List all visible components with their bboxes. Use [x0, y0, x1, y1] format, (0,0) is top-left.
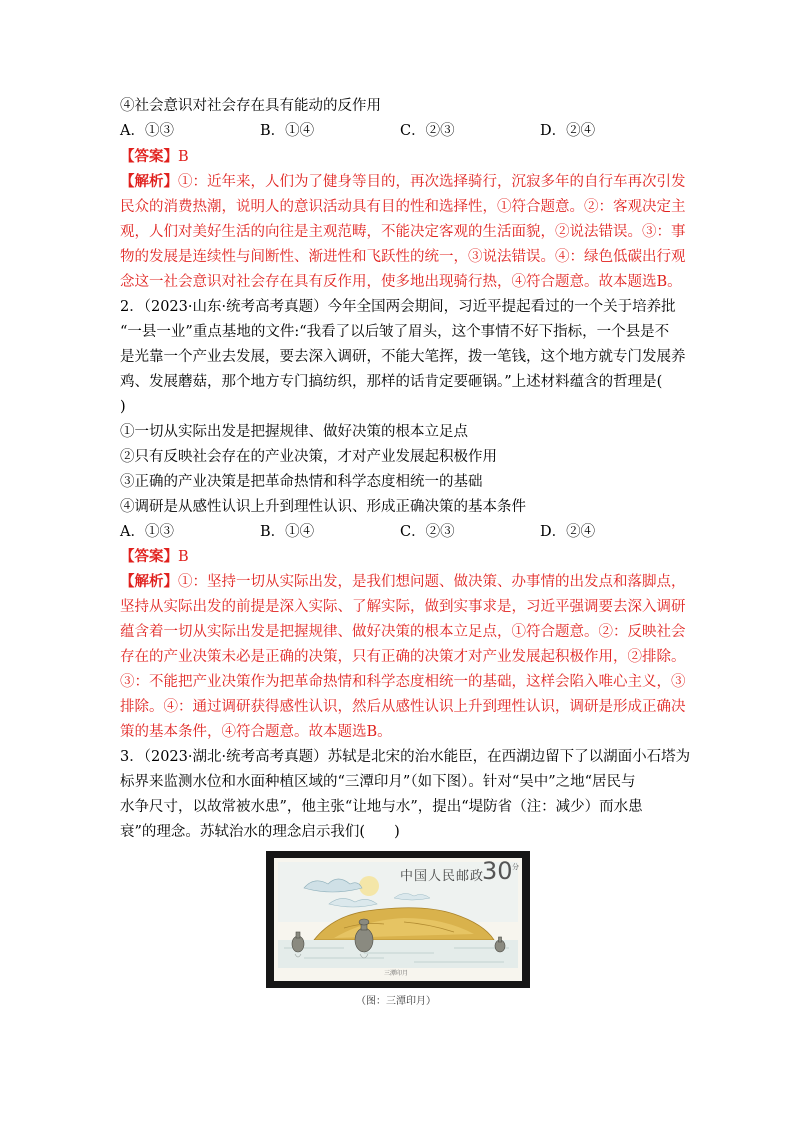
q1-statement-4: ④社会意识对社会存在具有能动的反作用 [120, 98, 381, 114]
q2-answer [120, 547, 189, 567]
figure-caption: （图：三潭印月） [356, 996, 436, 1007]
q3-stem-line: 3．（2023·湖北·统考高考真题）苏轼是北宋的治水能臣，在西湖边留下了以湖面小石塔为 [120, 749, 691, 765]
q2-statement-4: ④调研是从感性认识上升到理性认识、形成正确决策的基本条件 [120, 499, 526, 515]
answer-value: B [178, 149, 189, 165]
stamp-name: 三潭印月 [384, 970, 409, 977]
q2-analysis-line: 策的基本条件，④符合题意。故本题选B。 [120, 724, 392, 740]
q1-option-d: D．②④ [540, 123, 596, 139]
q2-statement-1: ①一切从实际出发是把握规律、做好决策的根本立足点 [120, 424, 468, 440]
q1-analysis-line: 念这一社会意识对社会存在具有反作用，使多地出现骑行热，④符合题意。故本题选B。 [120, 274, 682, 290]
q2-option-b: B．①④ [260, 524, 315, 540]
q2-statement-2: ②只有反映社会存在的产业决策，才对产业发展起积极作用 [120, 449, 497, 465]
q1-analysis-line: 观，人们对美好生活的向往是主观范畴，不能决定客观的生活面貌，②说法错误。③：事 [120, 224, 686, 240]
q1-option-b: B．①④ [260, 123, 315, 139]
q1-analysis-line: 民众的消费热潮，说明人的意识活动具有目的性和选择性，①符合题意。②：客观决定主 [120, 199, 686, 215]
stamp-country: 中国人民邮政 [400, 869, 485, 884]
answer-value: B [178, 549, 189, 565]
stamp-picture [274, 858, 522, 981]
stamp-value: 30 [482, 857, 513, 885]
stamp-unit: 分 [512, 863, 519, 871]
q2-stem-line: ) [120, 399, 126, 415]
q2-analysis-line: 蕴含着一切从实际出发是把握规律、做好决策的根本立足点，①符合题意。②：反映社会 [120, 624, 686, 640]
q1-option-a: A．①③ [120, 123, 174, 139]
stamp-frame [266, 851, 530, 988]
q2-analysis-line [120, 572, 686, 592]
q1-answer [120, 147, 189, 167]
q2-stem-line: 2．（2023·山东·统考高考真题）今年全国两会期间，习近平提起看过的一个关于培养批 [120, 299, 676, 315]
q3-stem-line: 标界来监测水位和水面种植区域的“三潭印月”（如下图）。针对“吴中”之地“居民与 [120, 774, 636, 790]
q2-statement-3: ③正确的产业决策是把革命热情和科学态度相统一的基础 [120, 474, 483, 490]
q2-stem-line: “一县一业”重点基地的文件:“我看了以后皱了眉头，这个事情不好下指标，一个县是不 [120, 324, 670, 340]
q2-stem-line: 是光靠一个产业去发展，要去深入调研，不能大笔挥，拨一笔钱，这个地方就专门发展养 [120, 349, 686, 365]
q1-analysis-line: 物的发展是连续性与间断性、渐进性和飞跃性的统一，③说法错误。④：绿色低碳出行观 [120, 249, 686, 265]
q1-analysis-line [120, 172, 686, 192]
q2-stem-line: 鸡、发展蘑菇，那个地方专门搞纺织，那样的话肯定要砸锅。”上述材料蕴含的哲理是( [120, 374, 663, 390]
q3-stem-line: 水争尺寸，以故常被水患”，他主张“让地与水”，提出“堤防省（注：减少）而水患 [120, 799, 643, 815]
analysis-label: 【解析】 [120, 573, 178, 590]
q2-analysis-line: 坚持从实际出发的前提是深入实际、了解实际，做到实事求是，习近平强调要去深入调研 [120, 599, 686, 615]
q2-option-d: D．②④ [540, 524, 596, 540]
q1-option-c: C．②③ [400, 123, 455, 139]
q2-analysis-line: ③：不能把产业决策作为把革命热情和科学态度相统一的基础，这样会陷入唯心主义，③ [120, 674, 686, 690]
q2-analysis-line: 存在的产业决策未必是正确的决策，只有正确的决策才对产业发展起积极作用，②排除。 [120, 649, 686, 665]
analysis-text: ①：坚持一切从实际出发，是我们想问题、做决策、办事情的出发点和落脚点， [178, 574, 686, 590]
q2-analysis-line: 排除。④：通过调研获得感性认识，然后从感性认识上升到理性认识，调研是形成正确决 [120, 699, 686, 715]
answer-label: 【答案】 [120, 548, 178, 565]
q3-stem-line: 衰”的理念。苏轼治水的理念启示我们( ) [120, 824, 400, 840]
analysis-text: ①：近年来，人们为了健身等目的，再次选择骑行，沉寂多年的自行车再次引发 [178, 174, 686, 190]
analysis-label: 【解析】 [120, 173, 178, 190]
answer-label: 【答案】 [120, 148, 178, 165]
q2-option-a: A．①③ [120, 524, 174, 540]
moon-icon [359, 876, 379, 896]
q2-option-c: C．②③ [400, 524, 455, 540]
